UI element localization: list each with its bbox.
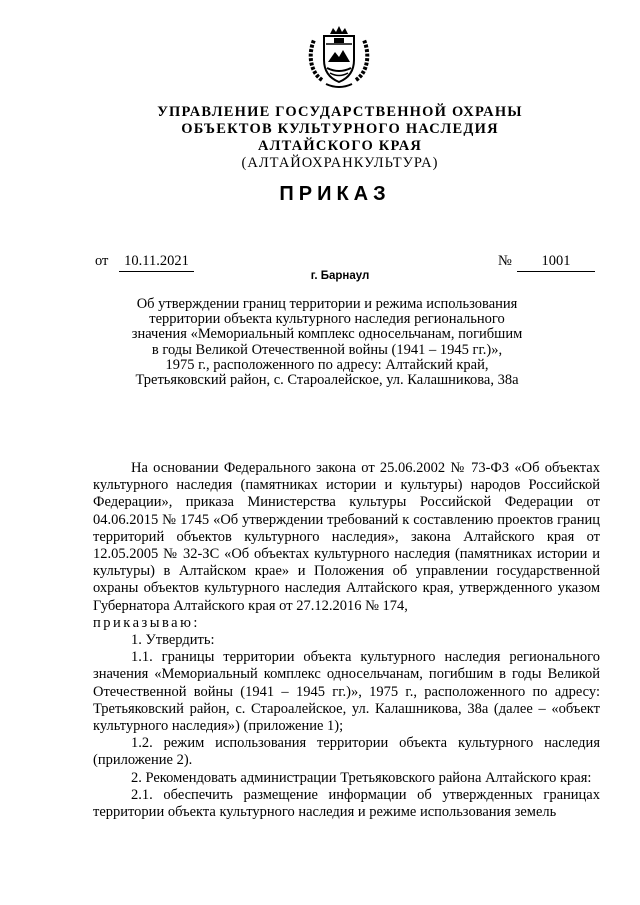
item-1-1: 1.1. границы территории объекта культурного наследия регионального значения «Мемориальный комплекс односельчанам, погибшим в годы Великой Отечественной войны (1941 – 1945 гг.)», 1975 г., расположенного по адресу: Третьяковский район, с. Староалейское, ул. Калашникова, 38а (далее – «объект культурного наследия») (приложение 1); xyxy=(93,649,600,735)
number-prefix: № xyxy=(498,253,512,269)
org-abbreviation: (АЛТАЙОХРАНКУЛЬТУРА) xyxy=(241,155,439,171)
document-city: г. Барнаул xyxy=(310,270,370,282)
order-word-text: приказываю: xyxy=(93,614,200,631)
subject-line: значения «Мемориальный комплекс односельчанам, погибшим xyxy=(131,326,523,343)
subject-line: территории объекта культурного наследия регионального xyxy=(149,311,505,328)
subject-line: Об утверждении границ территории и режима использования xyxy=(136,296,518,312)
document-title: ПРИКАЗ xyxy=(279,183,391,205)
org-name-line-2: ОБЪЕКТОВ КУЛЬТУРНОГО НАСЛЕДИЯ xyxy=(181,121,499,137)
item-1-2: 1.2. режим использования территории объекта культурного наследия (приложение 2). xyxy=(93,735,600,769)
subject-line: в годы Великой Отечественной войны (1941 – 1945 гг.)», xyxy=(151,341,503,358)
order-word xyxy=(93,615,600,632)
document-number: 1001 xyxy=(517,253,595,272)
item-2-1: 2.1. обеспечить размещение информации об утвержденных границах территории объекта культурного наследия и режиме использования земель xyxy=(93,786,600,821)
item-2: 2. Рекомендовать администрации Третьяковского района Алтайского края: xyxy=(131,769,592,786)
document-body xyxy=(93,460,600,821)
subject-line: Третьяковский район, с. Староалейское, ул. Калашникова, 38а xyxy=(135,372,519,389)
org-name-line-1: УПРАВЛЕНИЕ ГОСУДАРСТВЕННОЙ ОХРАНЫ xyxy=(157,104,523,120)
coat-of-arms-icon xyxy=(304,22,374,92)
item-1: 1. Утвердить: xyxy=(131,632,215,649)
coat-of-arms-emblem xyxy=(304,22,374,92)
date-prefix: от xyxy=(95,253,109,269)
document-subject xyxy=(108,297,546,388)
subject-line: 1975 г., расположенного по адресу: Алтайский край, xyxy=(165,356,489,373)
preamble-text: На основании Федерального закона от 25.06.2002 № 73-ФЗ «Об объектах культурного наследия (памятниках истории и культуры) народов Российской Федерации», приказа Министерства культуры Российской Федерации от 04.06.2015 № 1745 «Об утверждении требований к составлению проектов границ территорий объектов культурного наследия», закона Алтайского края от 12.05.2005 № 32-ЗС «Об объектах культурного наследия (памятниках истории и культуры) в Алтайском крае» и Положения об управлении государственной охраны объектов культурного наследия Алтайского края, утвержденного указом Губернатора Алтайского края от 27.12.2016 № 174, xyxy=(93,460,600,614)
preamble-paragraph xyxy=(93,460,600,615)
document-date: 10.11.2021 xyxy=(119,253,194,272)
org-name-line-3: АЛТАЙСКОГО КРАЯ xyxy=(257,138,423,154)
organization-header xyxy=(0,104,640,172)
